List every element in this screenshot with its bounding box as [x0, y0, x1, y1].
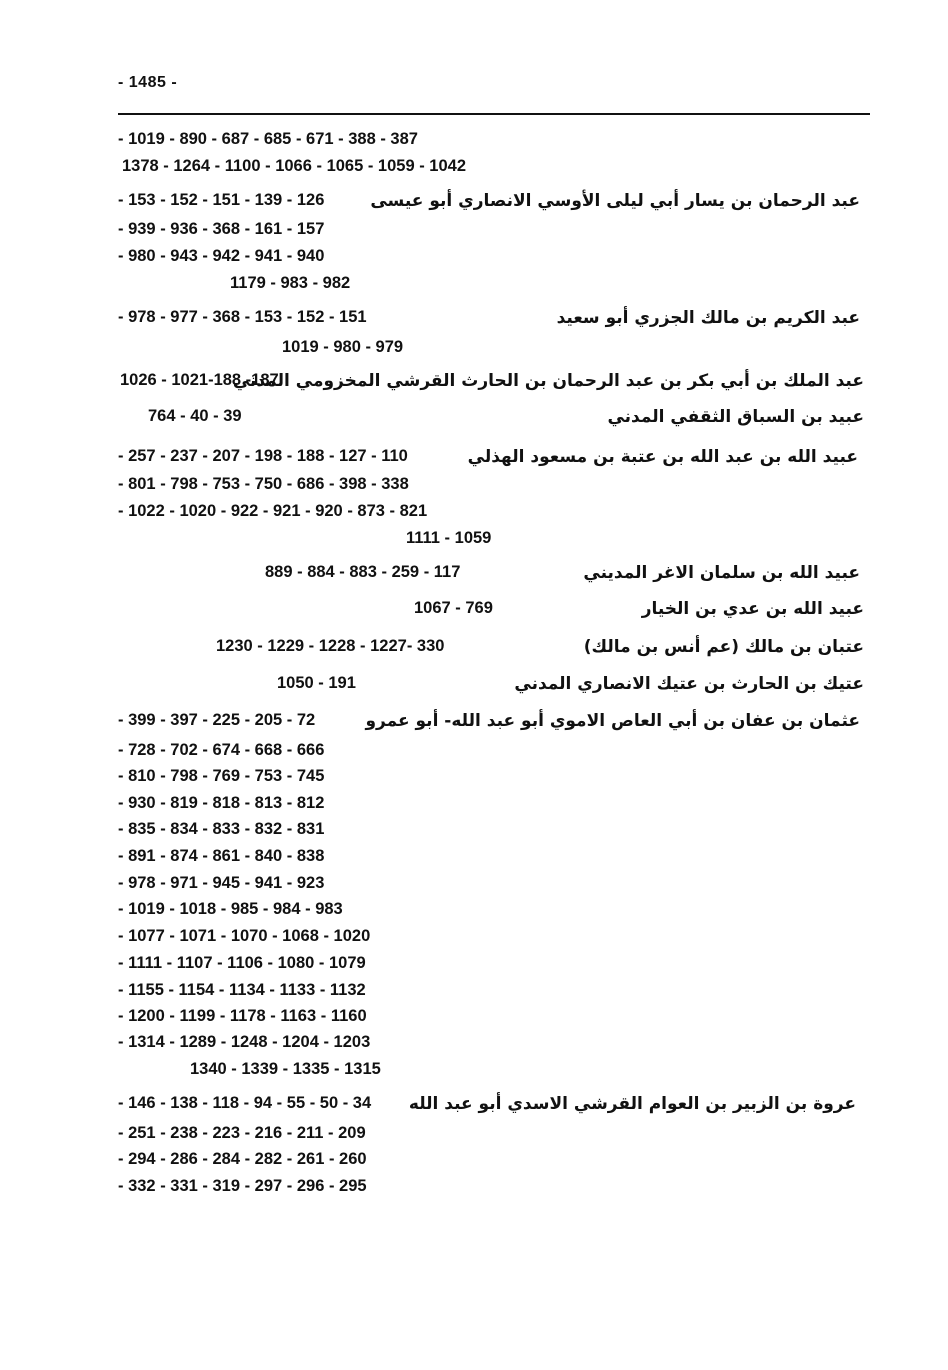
narrator-name: عبد الكريم بن مالك الجزري أبو سعيد — [556, 308, 860, 328]
narrator-name: عثمان بن عفان بن أبي العاص الاموي أبو عبد الله- أبو عمرو — [365, 711, 860, 731]
reference-line: 889 - 884 - 883 - 259 - 117 — [265, 563, 461, 581]
reference-line: - 978 - 971 - 945 - 941 - 923 — [118, 874, 325, 892]
reference-line: 1378 - 1264 - 1100 - 1066 - 1065 - 1059 - 1042 — [122, 157, 467, 175]
narrator-name: عتيك بن الحارث بن عتيك الانصاري المدني — [514, 674, 864, 694]
reference-line: - 1111 - 1107 - 1106 - 1080 - 1079 — [118, 954, 366, 972]
reference-line: - 1077 - 1071 - 1070 - 1068 - 1020 — [118, 927, 371, 945]
narrator-name: عتبان بن مالك (عم أنس بن مالك) — [583, 637, 864, 657]
reference-line: - 153 - 152 - 151 - 139 - 126 — [118, 191, 325, 209]
reference-line: - 257 - 237 - 207 - 198 - 188 - 127 - 110 — [118, 447, 408, 465]
reference-line: 764 - 40 - 39 — [148, 407, 242, 425]
reference-line: 1067 - 769 — [414, 599, 493, 617]
narrator-name: عبد الرحمان بن يسار أبي ليلى الأوسي الانصاري أبو عيسى — [370, 191, 860, 211]
reference-line: 1050 - 191 — [277, 674, 356, 692]
narrator-name: عبيد الله بن عدي بن الخيار — [641, 599, 864, 619]
reference-line: - 1022 - 1020 - 922 - 921 - 920 - 873 - 821 — [118, 502, 428, 520]
reference-line: 1230 - 1229 - 1228 - 1227- 330 — [216, 637, 445, 655]
reference-line: - 801 - 798 - 753 - 750 - 686 - 398 - 338 — [118, 475, 409, 493]
reference-line: - 1314 - 1289 - 1248 - 1204 - 1203 — [118, 1033, 371, 1051]
reference-line: - 835 - 834 - 833 - 832 - 831 — [118, 820, 325, 838]
reference-line: - 251 - 238 - 223 - 216 - 211 - 209 — [118, 1124, 366, 1142]
reference-line: 1111 - 1059 — [406, 529, 492, 547]
page-number: - 1485 - — [118, 74, 178, 91]
header-rule — [118, 113, 870, 115]
reference-line: - 978 - 977 - 368 - 153 - 152 - 151 — [118, 308, 367, 326]
narrator-name: عبيد الله بن سلمان الاغر المديني — [583, 563, 860, 583]
reference-line: - 146 - 138 - 118 - 94 - 55 - 50 - 34 — [118, 1094, 372, 1112]
reference-line: - 1155 - 1154 - 1134 - 1133 - 1132 — [118, 981, 366, 999]
narrator-name: عبيد بن السباق الثقفي المدني — [607, 407, 864, 427]
reference-line: - 930 - 819 - 818 - 813 - 812 — [118, 794, 325, 812]
reference-line: - 1200 - 1199 - 1178 - 1163 - 1160 — [118, 1007, 367, 1025]
reference-line: 1026 - 1021-188 -187 — [120, 371, 279, 389]
reference-line: 1019 - 980 - 979 — [282, 338, 404, 356]
narrator-name: عروة بن الزبير بن العوام القرشي الاسدي أبو عبد الله — [408, 1094, 856, 1114]
reference-line: - 1019 - 890 - 687 - 685 - 671 - 388 - 387 — [118, 130, 418, 148]
reference-line: - 332 - 331 - 319 - 297 - 296 - 295 — [118, 1177, 367, 1195]
reference-line: 1340 - 1339 - 1335 - 1315 — [190, 1060, 381, 1078]
narrator-name: عبيد الله بن عبد الله بن عتبة بن مسعود الهذلي — [467, 447, 858, 467]
reference-line: - 891 - 874 - 861 - 840 - 838 — [118, 847, 325, 865]
reference-line: - 728 - 702 - 674 - 668 - 666 — [118, 741, 325, 759]
reference-line: - 399 - 397 - 225 - 205 - 72 — [118, 711, 316, 729]
reference-line: - 939 - 936 - 368 - 161 - 157 — [118, 220, 325, 238]
reference-line: - 1019 - 1018 - 985 - 984 - 983 — [118, 900, 343, 918]
narrator-name: عبد الملك بن أبي بكر بن عبد الرحمان بن الحارث القرشي المخزومي المدني — [232, 371, 864, 391]
reference-line: - 980 - 943 - 942 - 941 - 940 — [118, 247, 325, 265]
reference-line: - 294 - 286 - 284 - 282 - 261 - 260 — [118, 1150, 367, 1168]
reference-line: 1179 - 983 - 982 — [230, 274, 351, 292]
reference-line: - 810 - 798 - 769 - 753 - 745 — [118, 767, 325, 785]
